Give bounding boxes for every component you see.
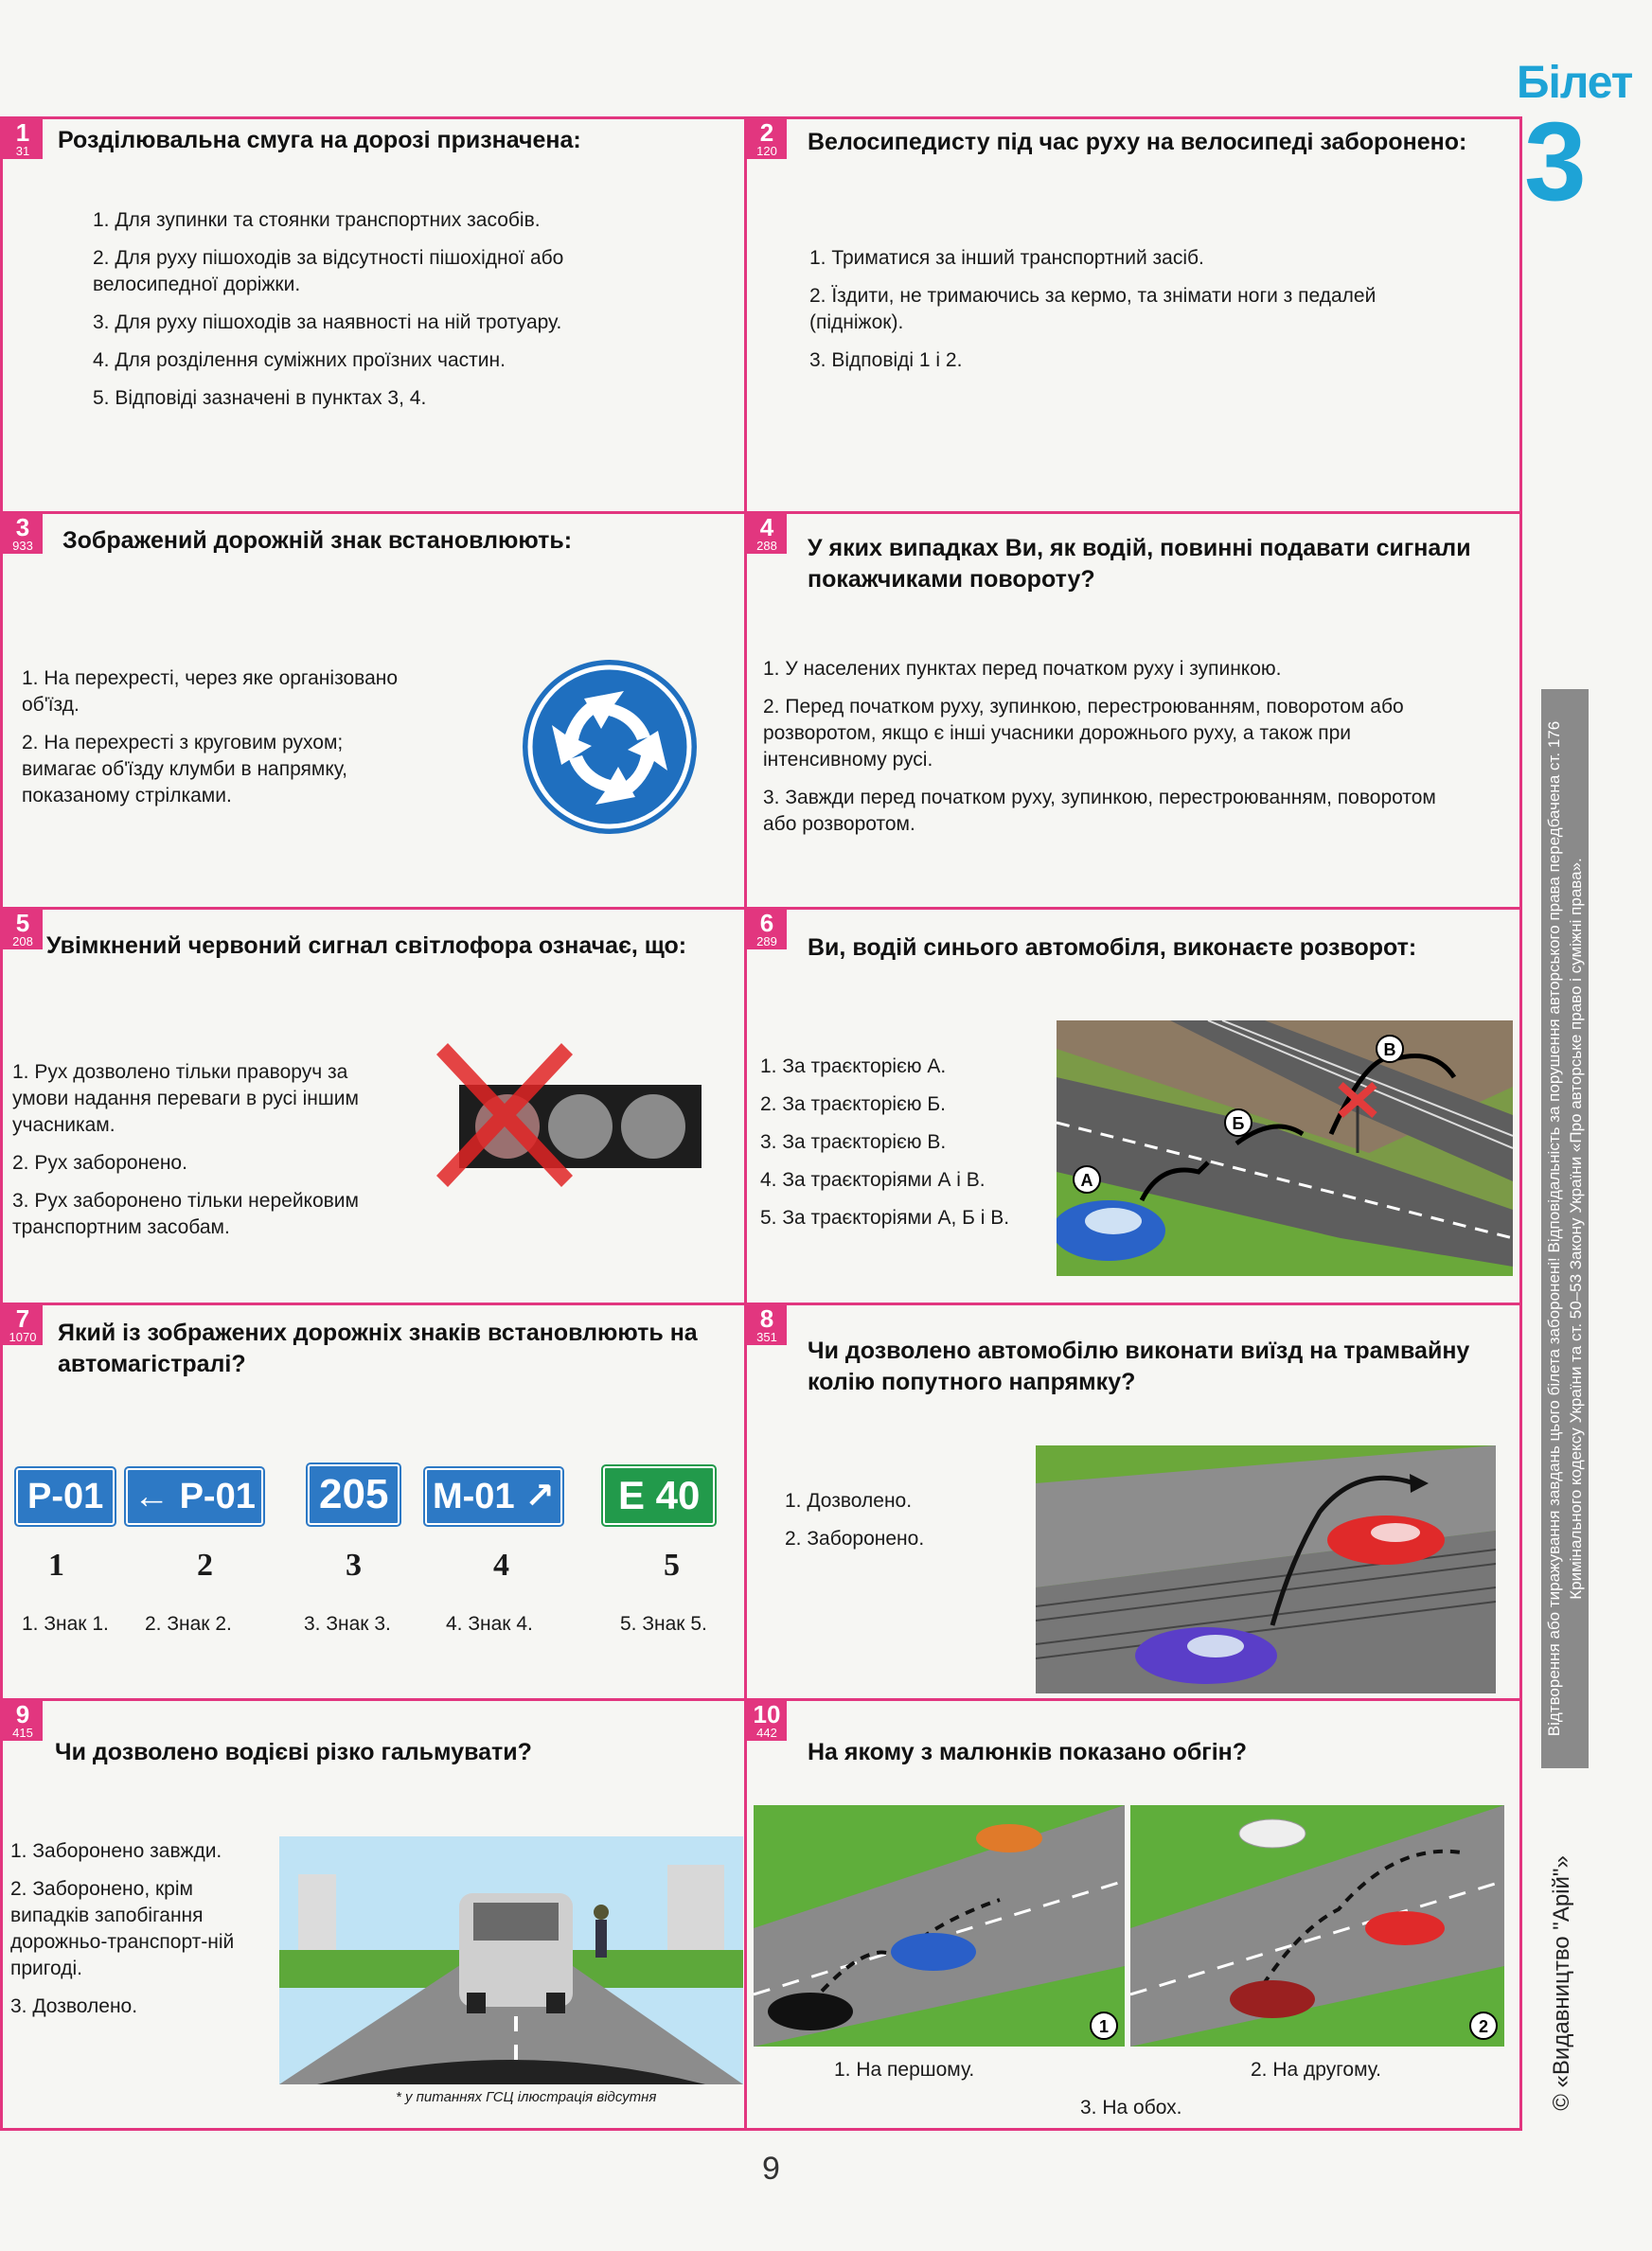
answer-option[interactable]: 2. Заборонено. [785,1528,925,1550]
road-view-illustration [279,1836,743,2084]
sign-number: 4 [493,1548,509,1583]
answer-option[interactable]: 3. Дозволено. [10,1995,138,2017]
question-badge: 4 288 [747,514,787,554]
road-sign-2: ← Р-01 [126,1468,263,1525]
answer-option[interactable]: 3. Відповіді 1 і 2. [809,349,963,371]
pedestrian-icon [594,1905,609,1958]
question-badge: 5 208 [3,910,43,949]
answer-option[interactable]: 1. Рух дозволено тільки праворуч за умови надання переваги в русі іншим учасникам. [12,1061,359,1136]
answer-option[interactable]: 1. На першому. [834,2059,975,2081]
ticket-number: 3 [1524,99,1587,224]
arrow-left-icon: ← [133,1477,169,1516]
answer-option[interactable]: 3. Для руху пішоходів за наявності на ній тротуару. [93,311,562,333]
question-text: Розділювальна смуга на дорозі призначена: [58,127,581,153]
question-badge: 9 415 [3,1701,43,1741]
svg-text:2: 2 [1478,2017,1489,2036]
answer-option[interactable]: 3. Завжди перед початком руху, зупинкою, перестроюванням, поворотом або розворотом. [763,787,1436,835]
question-text: У яких випадках Ви, як водій, повинні подавати сигнали покажчиками повороту? [808,535,1471,593]
question-text: Чи дозволено водієві різко гальмувати? [55,1739,532,1765]
roundabout-sign-icon [520,657,700,837]
route-label-a [1074,1166,1100,1193]
road-sign-5: Е 40 [603,1466,715,1525]
question-text: На якому з малюнків показано обгін? [808,1739,1248,1765]
header-title: Білет [1517,58,1633,108]
answer-option[interactable]: 2. На другому. [1251,2059,1382,2081]
question-badge: 7 1070 [3,1305,43,1345]
answer-option[interactable]: 3. На обох. [1080,2097,1182,2118]
question-text: Зображений дорожній знак встановлюють: [62,527,573,554]
road-sign-4: М-01 ↗ [425,1468,562,1525]
overtaking-picture-2 [1130,1805,1504,2047]
answer-option[interactable]: 2. За траєкторією Б. [760,1093,946,1115]
red-car-icon [1327,1515,1445,1565]
answer-option[interactable]: 1. Триматися за інший транспортний засіб. [809,247,1204,269]
question-badge: 8 351 [747,1305,787,1345]
answer-option[interactable]: 2. Перед початком руху, зупинкою, перестроюванням, поворотом або розворотом, якщо є інші учасники дорожнього руху, а також при інтенсивному русі. [763,696,1404,771]
question-5 [3,910,744,1303]
question-text: Який із зображених дорожніх знаків встановлюють на автомагістралі? [58,1320,698,1377]
answer-option[interactable]: 2. Знак 2. [145,1613,232,1635]
question-9 [3,1701,744,2128]
question-10 [747,1701,1519,2128]
road-sign-3: 205 [308,1464,400,1525]
tram-track-illustration [1036,1445,1496,1693]
answer-option[interactable]: 1. Дозволено. [785,1490,913,1512]
answer-option[interactable]: 5. За траєкторіями А, Б і В. [760,1207,1010,1229]
question-3 [3,514,744,907]
answer-option[interactable]: 4. Для розділення суміжних проїзних частин. [93,349,506,371]
u-turn-illustration [1057,1020,1513,1276]
answer-option[interactable]: 3. Знак 3. [304,1613,391,1635]
purple-car-icon [1135,1627,1277,1684]
question-7 [3,1305,744,1698]
question-text: Велосипедисту під час руху на велосипеді заборонено: [808,129,1467,155]
question-text: Увімкнений червоний сигнал світлофора означає, що: [46,932,687,959]
sign-number: 1 [48,1548,64,1583]
question-text: Чи дозволено автомобілю виконати виїзд на трамвайну колію попутного напрямку? [808,1338,1470,1395]
answer-option[interactable]: 3. За траєкторією В. [760,1131,947,1153]
answer-option[interactable]: 5. Відповіді зазначені в пунктах 3, 4. [93,387,427,409]
footnote: * у питаннях ГСЦ ілюстрація відсутня [396,2089,657,2105]
road-sign-1: Р-01 [16,1468,115,1525]
answer-option[interactable]: 5. Знак 5. [620,1613,707,1635]
answer-option[interactable]: 4. Знак 4. [446,1613,533,1635]
overtaking-picture-1 [754,1805,1125,2047]
question-1 [3,119,744,511]
question-text: Ви, водій синього автомобіля, виконаєте розворот: [808,934,1417,961]
question-8 [747,1305,1519,1698]
page-number: 9 [762,2151,780,2187]
copyright-notice: Відтворення або тиражування завдань цього білета заборонені! Відповідальність за порушення авторського права передбачена ст. 176 Кримінального кодексу України та ст. 50–53 Закону України «Про авторське право і суміжні права». [1541,689,1589,1768]
answer-option[interactable]: 1. Заборонено завжди. [10,1840,222,1862]
answer-option[interactable]: 1. За траєкторією А. [760,1055,947,1077]
blue-car-icon [1057,1200,1165,1261]
svg-text:В: В [1383,1040,1396,1059]
answer-option[interactable]: 2. Їздити, не тримаючись за кермо, та знімати ноги з педалей (підніжок). [809,285,1377,333]
answer-option[interactable]: 1. На перехресті, через яке організовано об'їзд. [22,667,399,716]
answer-option[interactable]: 2. На перехресті з круговим рухом; вимагає об'їзду клумби в напрямку, показаному стрілками. [22,732,348,806]
question-4 [747,514,1519,907]
question-badge: 3 933 [3,514,43,554]
question-badge: 1 31 [3,119,43,159]
svg-text:А: А [1080,1171,1093,1190]
minivan-icon [459,1893,573,2013]
sign-number: 3 [346,1548,362,1583]
route-label-v [1377,1036,1403,1062]
route-label-b [1225,1109,1252,1136]
answer-option[interactable]: 2. Заборонено, крім випадків запобігання дорожньо-транспорт-ній пригоді. [10,1878,235,1979]
svg-text:1: 1 [1098,2017,1110,2036]
answer-option[interactable]: 3. Рух заборонено тільки нерейковим транспортним засобам. [12,1190,359,1238]
question-badge: 2 120 [747,119,787,159]
question-2 [747,119,1519,511]
question-badge: 10 442 [747,1701,787,1741]
traffic-light-icon [410,1028,713,1217]
question-badge: 6 289 [747,910,787,949]
sign-number: 2 [197,1548,213,1583]
svg-text:Б: Б [1232,1114,1245,1133]
publisher-imprint: © «Видавництво "Арій"» [1549,1855,1574,2111]
arrow-up-right-icon: ↗ [524,1477,555,1516]
answer-option[interactable]: 2. Рух заборонено. [12,1152,187,1174]
answer-option[interactable]: 1. Знак 1. [22,1613,109,1635]
answer-option[interactable]: 1. Для зупинки та стоянки транспортних засобів. [93,209,541,231]
answer-option[interactable]: 2. Для руху пішоходів за відсутності пішохідної або велосипедної доріжки. [93,247,564,295]
question-6 [747,910,1519,1303]
answer-option[interactable]: 1. У населених пунктах перед початком руху і зупинкою. [763,658,1282,680]
answer-option[interactable]: 4. За траєкторіями А і В. [760,1169,986,1191]
sign-number: 5 [664,1548,680,1583]
